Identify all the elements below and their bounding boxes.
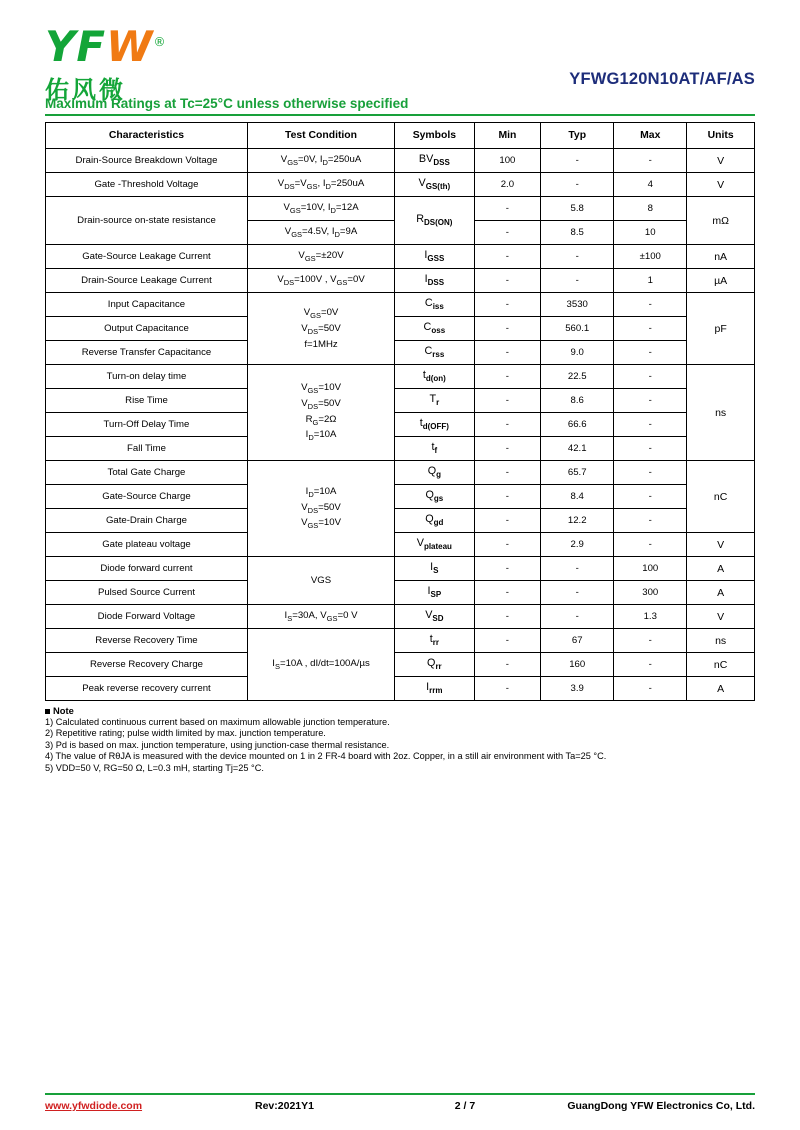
cell-condition: $V_{GS}=0V$, $I_D=250uA$	[247, 149, 394, 173]
cell-typ: 66.6	[541, 413, 614, 437]
cell-symbol: $Q_g$	[395, 461, 474, 485]
cell-characteristic: Drain-Source Breakdown Voltage	[46, 149, 248, 173]
cell-symbol: $C_{iss}$	[395, 293, 474, 317]
cell-max: 1.3	[614, 605, 687, 629]
cell-symbol: $R_{DS(ON)}$	[395, 197, 474, 245]
cell-max: -	[614, 437, 687, 461]
cell-characteristic: Drain-Source Leakage Current	[46, 269, 248, 293]
cell-unit: A	[687, 557, 755, 581]
table-row	[46, 581, 755, 605]
cell-min: -	[474, 509, 541, 533]
cell-characteristic: Pulsed Source Current	[46, 581, 248, 605]
cell-characteristic: Drain-source on-state resistance	[46, 197, 248, 245]
table-row	[46, 149, 755, 173]
table-header-row	[46, 123, 755, 149]
cell-typ: 9.0	[541, 341, 614, 365]
cell-max: -	[614, 149, 687, 173]
col-header-test-condition: Test Condition	[247, 123, 394, 149]
cell-max: -	[614, 341, 687, 365]
cell-characteristic: Reverse Transfer Capacitance	[46, 341, 248, 365]
notes-heading-text: Note	[53, 705, 74, 716]
cell-max: -	[614, 653, 687, 677]
cell-min: -	[474, 317, 541, 341]
cell-min: -	[474, 413, 541, 437]
notes-heading	[45, 705, 755, 717]
cell-min: -	[474, 269, 541, 293]
cell-symbol: $Q_{gd}$	[395, 509, 474, 533]
cell-max: 1	[614, 269, 687, 293]
cell-unit: µA	[687, 269, 755, 293]
cell-unit: A	[687, 677, 755, 701]
cell-min: -	[474, 245, 541, 269]
cell-max: -	[614, 485, 687, 509]
cell-symbol: $I_{rrm}$	[395, 677, 474, 701]
cell-min: -	[474, 293, 541, 317]
table-row	[46, 653, 755, 677]
table-row	[46, 317, 755, 341]
cell-characteristic: Diode Forward Voltage	[46, 605, 248, 629]
cell-typ: -	[541, 581, 614, 605]
cell-unit: V	[687, 173, 755, 197]
table-row	[46, 557, 755, 581]
cell-unit: V	[687, 533, 755, 557]
cell-max: -	[614, 293, 687, 317]
cell-max: -	[614, 677, 687, 701]
cell-max: -	[614, 389, 687, 413]
cell-typ: -	[541, 269, 614, 293]
cell-symbol: $V_{GS(th)}$	[395, 173, 474, 197]
footer-revision: Rev:2021Y1	[255, 1100, 314, 1112]
cell-typ: 160	[541, 653, 614, 677]
cell-symbol: $T_r$	[395, 389, 474, 413]
table-row	[46, 461, 755, 485]
note-item: 3) Pd is based on max. junction temperature, using junction-case thermal resistance.	[45, 739, 390, 750]
cell-characteristic: Input Capacitance	[46, 293, 248, 317]
cell-max: -	[614, 509, 687, 533]
cell-symbol: $I_{SP}$	[395, 581, 474, 605]
table-row	[46, 605, 755, 629]
cell-max: -	[614, 317, 687, 341]
table-row	[46, 437, 755, 461]
cell-max: -	[614, 533, 687, 557]
table-row	[46, 509, 755, 533]
table-row	[46, 389, 755, 413]
cell-symbol: $Q_{gs}$	[395, 485, 474, 509]
cell-typ: 8.6	[541, 389, 614, 413]
cell-unit: V	[687, 149, 755, 173]
cell-characteristic: Gate plateau voltage	[46, 533, 248, 557]
cell-characteristic: Reverse Recovery Charge	[46, 653, 248, 677]
cell-condition: $V_{DS}=100V$ , $V_{GS}=0V$	[247, 269, 394, 293]
cell-symbol: $t_{d(OFF)}$	[395, 413, 474, 437]
cell-min: 2.0	[474, 173, 541, 197]
cell-max: 8	[614, 197, 687, 221]
cell-typ: 5.8	[541, 197, 614, 221]
cell-characteristic: Peak reverse recovery current	[46, 677, 248, 701]
logo-chinese-name: 佑风微	[45, 76, 126, 104]
cell-symbol: $V_{SD}$	[395, 605, 474, 629]
cell-min: -	[474, 533, 541, 557]
col-header-units: Units	[687, 123, 755, 149]
footer-divider	[45, 1093, 755, 1095]
cell-characteristic: Total Gate Charge	[46, 461, 248, 485]
page-footer	[45, 1093, 755, 1112]
cell-characteristic: Gate-Drain Charge	[46, 509, 248, 533]
cell-condition: VGS	[247, 557, 394, 605]
cell-condition: $V_{GS}=4.5V$, $I_D=9A$	[247, 221, 394, 245]
col-header-typ: Typ	[541, 123, 614, 149]
cell-symbol: $t_{rr}$	[395, 629, 474, 653]
cell-min: -	[474, 557, 541, 581]
cell-characteristic: Gate -Threshold Voltage	[46, 173, 248, 197]
cell-characteristic: Turn-on delay time	[46, 365, 248, 389]
cell-condition: $V_{GS}=\pm 20V$	[247, 245, 394, 269]
cell-unit: nC	[687, 653, 755, 677]
section-title: Maximum Ratings at Tc=25°C unless otherwise specified	[45, 96, 409, 111]
table-row	[46, 485, 755, 509]
cell-condition-capacitance: $V_{GS}=0V$ $V_{DS}=50V$ f=1MHz	[247, 293, 394, 365]
cell-min: -	[474, 365, 541, 389]
cell-symbol: $I_S$	[395, 557, 474, 581]
cell-condition: $V_{DS}=V_{GS}$, $I_D=250uA$	[247, 173, 394, 197]
cell-typ: 67	[541, 629, 614, 653]
cell-symbol: $Q_{rr}$	[395, 653, 474, 677]
cell-min: -	[474, 221, 541, 245]
table-row	[46, 269, 755, 293]
cell-unit: V	[687, 605, 755, 629]
cell-condition: $I_S=10A$ , dI/dt=100A/µs	[247, 629, 394, 701]
cell-typ: -	[541, 173, 614, 197]
cell-symbol: $C_{rss}$	[395, 341, 474, 365]
cell-min: -	[474, 341, 541, 365]
cell-characteristic: Gate-Source Leakage Current	[46, 245, 248, 269]
cell-max: 100	[614, 557, 687, 581]
cell-characteristic: Rise Time	[46, 389, 248, 413]
note-item: 5) VDD=50 V, RG=50 Ω, L=0.3 mH, starting Tj=25 °C.	[45, 762, 264, 773]
col-header-max: Max	[614, 123, 687, 149]
cell-typ: 3530	[541, 293, 614, 317]
cell-max: -	[614, 413, 687, 437]
col-header-min: Min	[474, 123, 541, 149]
cell-unit: nC	[687, 461, 755, 533]
cell-typ: 2.9	[541, 533, 614, 557]
cell-condition: $I_S=30A$, $V_{GS}=0$ V	[247, 605, 394, 629]
cell-typ: 22.5	[541, 365, 614, 389]
cell-min: 100	[474, 149, 541, 173]
cell-condition-gate-charge: $I_D=10A$ $V_{DS}=50V$ $V_{GS}=10V$	[247, 461, 394, 557]
cell-symbol: $C_{oss}$	[395, 317, 474, 341]
col-header-characteristics: Characteristics	[46, 123, 248, 149]
cell-characteristic: Output Capacitance	[46, 317, 248, 341]
cell-max: -	[614, 461, 687, 485]
cell-symbol: $t_f$	[395, 437, 474, 461]
cell-typ: 3.9	[541, 677, 614, 701]
cell-symbol: $t_{d(on)}$	[395, 365, 474, 389]
company-logo	[45, 20, 265, 105]
table-row	[46, 677, 755, 701]
cell-typ: -	[541, 557, 614, 581]
cell-typ: -	[541, 605, 614, 629]
title-divider	[45, 114, 755, 116]
table-row	[46, 341, 755, 365]
cell-characteristic: Diode forward current	[46, 557, 248, 581]
cell-symbol: $BV_{DSS}$	[395, 149, 474, 173]
table-row	[46, 365, 755, 389]
table-row	[46, 629, 755, 653]
table-row	[46, 293, 755, 317]
cell-condition: $V_{GS}=10V$, $I_D=12A$	[247, 197, 394, 221]
cell-max: -	[614, 365, 687, 389]
cell-unit: ns	[687, 629, 755, 653]
logo-wordmark: YFW®	[45, 22, 167, 71]
cell-unit: pF	[687, 293, 755, 365]
specifications-table	[45, 122, 755, 701]
note-item: 1) Calculated continuous current based on maximum allowable junction temperature.	[45, 716, 390, 727]
cell-typ: 8.5	[541, 221, 614, 245]
cell-max: 4	[614, 173, 687, 197]
cell-typ: 42.1	[541, 437, 614, 461]
footer-company-name: GuangDong YFW Electronics Co, Ltd.	[567, 1100, 755, 1112]
table-row	[46, 173, 755, 197]
table-row	[46, 533, 755, 557]
cell-min: -	[474, 653, 541, 677]
part-number: YFWG120N10AT/AF/AS	[569, 70, 755, 88]
bullet-square-icon	[45, 709, 50, 714]
cell-characteristic: Gate-Source Charge	[46, 485, 248, 509]
cell-min: -	[474, 629, 541, 653]
cell-symbol: $I_{DSS}$	[395, 269, 474, 293]
cell-min: -	[474, 437, 541, 461]
note-item: 4) The value of RθJA is measured with the device mounted on 1 in 2 FR-4 board with 2oz. Copper, in a still air environment with Ta=25 °C.	[45, 751, 607, 762]
cell-min: -	[474, 461, 541, 485]
cell-unit: ns	[687, 365, 755, 461]
cell-unit: mΩ	[687, 197, 755, 245]
footer-page-number: 2 / 7	[454, 1100, 476, 1112]
col-header-symbols: Symbols	[395, 123, 474, 149]
cell-characteristic: Turn-Off Delay Time	[46, 413, 248, 437]
table-row	[46, 197, 755, 221]
cell-typ: 65.7	[541, 461, 614, 485]
footer-website-link[interactable]: www.yfwdiode.com	[45, 1100, 143, 1112]
cell-symbol: $V_{plateau}$	[395, 533, 474, 557]
cell-typ: 12.2	[541, 509, 614, 533]
cell-characteristic: Reverse Recovery Time	[46, 629, 248, 653]
cell-unit: nA	[687, 245, 755, 269]
note-item: 2) Repetitive rating; pulse width limited by max. junction temperature.	[45, 728, 326, 739]
cell-min: -	[474, 677, 541, 701]
cell-max: 300	[614, 581, 687, 605]
cell-characteristic: Fall Time	[46, 437, 248, 461]
cell-symbol: $I_{GSS}$	[395, 245, 474, 269]
cell-max: 10	[614, 221, 687, 245]
cell-max: -	[614, 629, 687, 653]
cell-min: -	[474, 389, 541, 413]
cell-typ: 560.1	[541, 317, 614, 341]
notes-block	[45, 705, 755, 775]
cell-unit: A	[687, 581, 755, 605]
table-row	[46, 245, 755, 269]
cell-min: -	[474, 581, 541, 605]
cell-max: ±100	[614, 245, 687, 269]
table-row	[46, 413, 755, 437]
registered-trademark-icon: ®	[153, 35, 167, 49]
cell-typ: -	[541, 149, 614, 173]
cell-min: -	[474, 605, 541, 629]
cell-condition-switching: $V_{GS}=10V$ $V_{DS}=50V$ $R_G=2\Omega$ $I_D=10A$	[247, 365, 394, 461]
cell-min: -	[474, 197, 541, 221]
cell-typ: 8.4	[541, 485, 614, 509]
cell-min: -	[474, 485, 541, 509]
cell-typ: -	[541, 245, 614, 269]
